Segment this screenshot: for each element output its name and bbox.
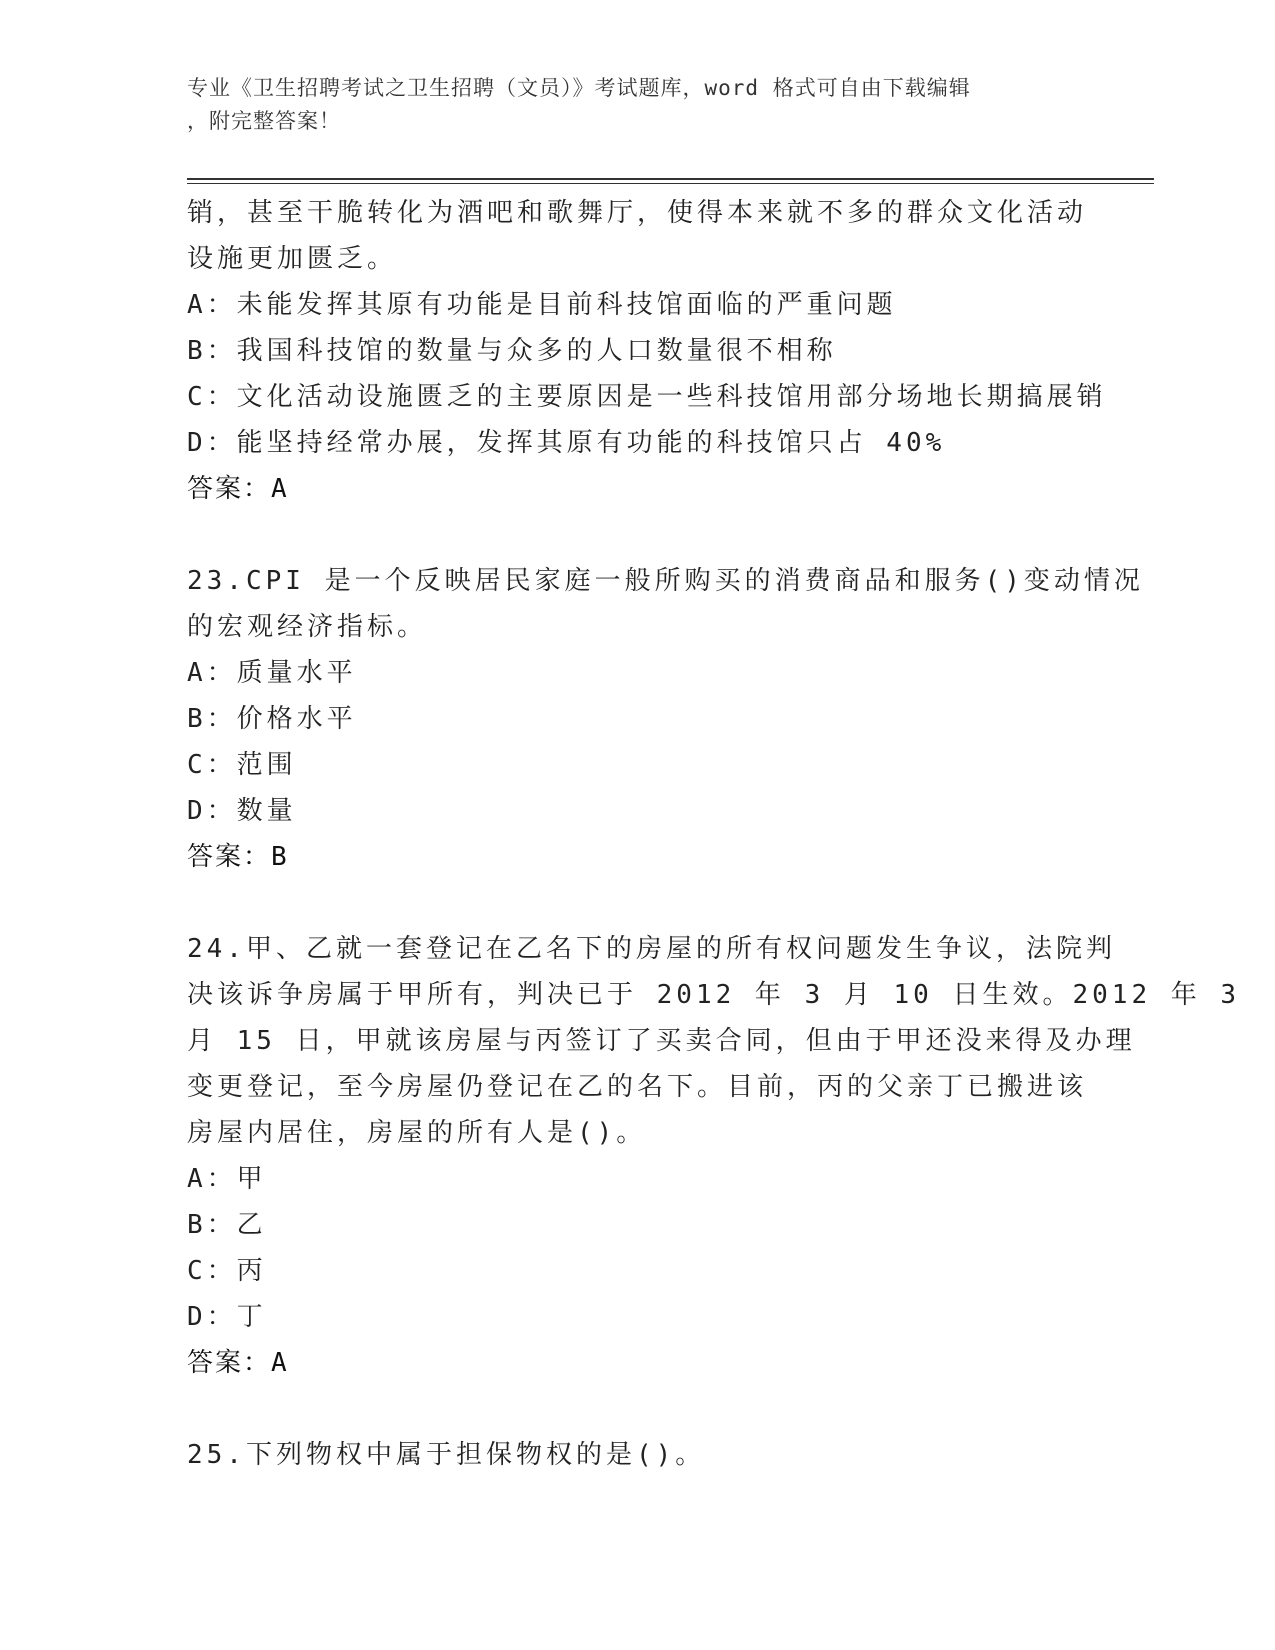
question-22-continuation: [187, 190, 1107, 512]
question-24: [187, 926, 1241, 1386]
question-23: [187, 558, 1144, 880]
option-b: B：价格水平: [187, 704, 357, 734]
header-divider: [187, 178, 1154, 180]
option-a: A：甲: [187, 1164, 267, 1194]
option-c: C：文化活动设施匮乏的主要原因是一些科技馆用部分场地长期搞展销: [187, 382, 1107, 412]
question-list: [187, 190, 1241, 1478]
document-header: [187, 72, 1067, 138]
answer-label: 答案：A: [187, 1348, 289, 1378]
question-text-line: 23.CPI 是一个反映居民家庭一般所购买的消费商品和服务()变动情况: [187, 566, 1144, 596]
option-b: B：我国科技馆的数量与众多的人口数量很不相称: [187, 336, 837, 366]
header-divider-thin: [187, 183, 1154, 184]
question-text-line: 设施更加匮乏。: [187, 244, 398, 274]
header-line-2: ，附完整答案！: [187, 109, 341, 133]
option-b: B：乙: [187, 1210, 267, 1240]
option-d: D：数量: [187, 796, 297, 826]
question-25: [187, 1432, 1087, 1478]
answer-label: 答案：A: [187, 474, 289, 504]
question-text-line: 24.甲、乙就一套登记在乙名下的房屋的所有权问题发生争议，法院判: [187, 934, 1116, 964]
answer-label: 答案：B: [187, 842, 289, 872]
option-c: C：丙: [187, 1256, 267, 1286]
spacer: [187, 880, 1087, 926]
question-text-line: 销，甚至干脆转化为酒吧和歌舞厅，使得本来就不多的群众文化活动: [187, 198, 1088, 228]
spacer: [187, 512, 1087, 558]
question-text-line: 25.下列物权中属于担保物权的是()。: [187, 1440, 706, 1470]
question-text-line: 月 15 日，甲就该房屋与丙签订了买卖合同，但由于甲还没来得及办理: [187, 1026, 1136, 1056]
question-text-line: 房屋内居住，房屋的所有人是()。: [187, 1118, 647, 1148]
option-c: C：范围: [187, 750, 297, 780]
question-text-line: 变更登记，至今房屋仍登记在乙的名下。目前，丙的父亲丁已搬进该: [187, 1072, 1088, 1102]
header-line-1: 专业《卫生招聘考试之卫生招聘（文员）》考试题库，word 格式可自由下载编辑: [187, 76, 971, 100]
option-d: D：能坚持经常办展，发挥其原有功能的科技馆只占 40%: [187, 428, 946, 458]
option-a: A：未能发挥其原有功能是目前科技馆面临的严重问题: [187, 290, 897, 320]
question-text-line: 决该诉争房属于甲所有，判决已于 2012 年 3 月 10 日生效。2012 年 3: [187, 980, 1241, 1010]
option-d: D：丁: [187, 1302, 267, 1332]
option-a: A：质量水平: [187, 658, 357, 688]
spacer: [187, 1386, 1087, 1432]
question-text-line: 的宏观经济指标。: [187, 612, 428, 642]
